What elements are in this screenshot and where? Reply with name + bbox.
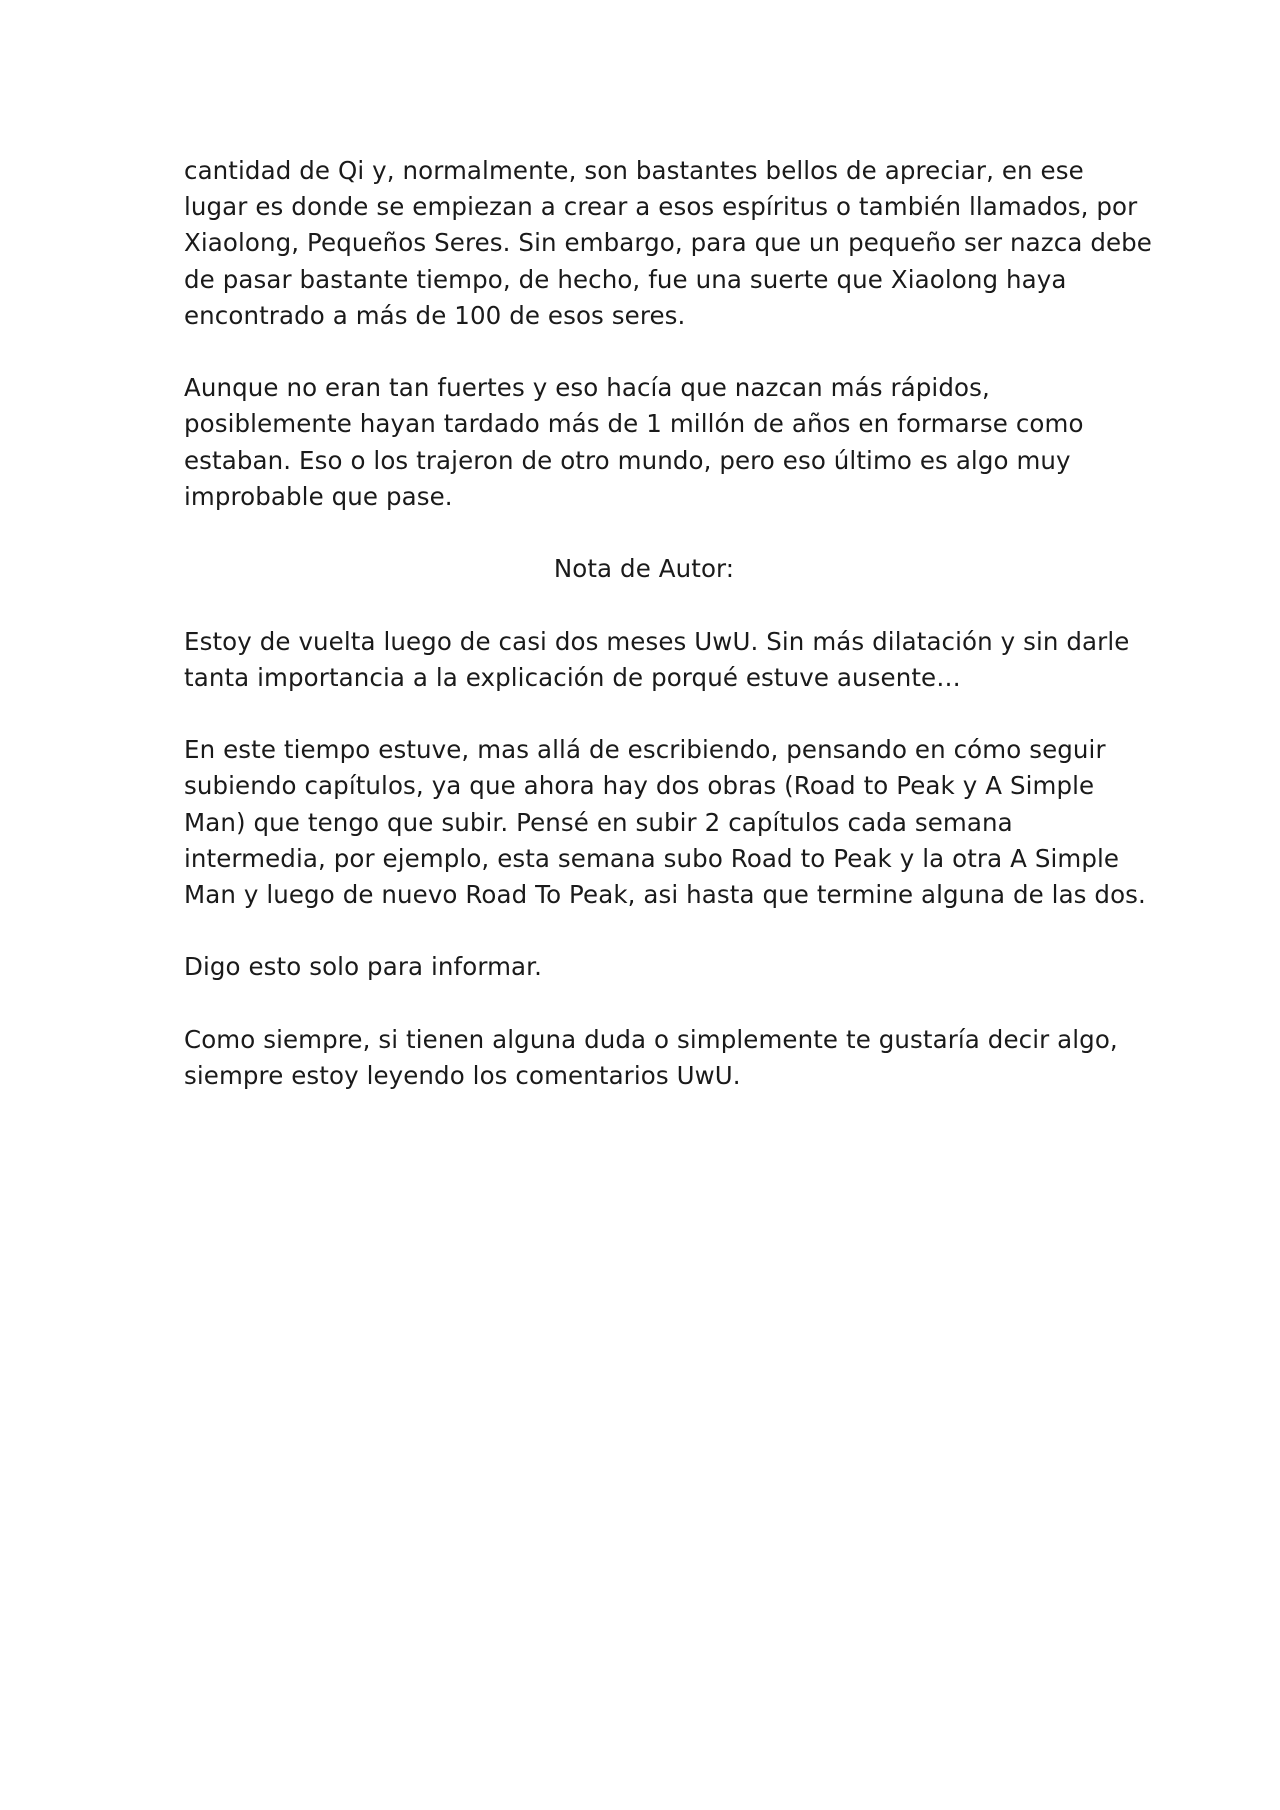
text-line: lugar es donde se empiezan a crear a esos espíritus o también llamados, por <box>184 192 1138 222</box>
paragraph-informar <box>184 949 1104 985</box>
paragraph-subir-capitulos <box>184 732 1146 913</box>
text-line: Xiaolong, Pequeños Seres. Sin embargo, para que un pequeño ser nazca debe <box>184 228 1152 258</box>
text-line: Aunque no eran tan fuertes y eso hacía que nazcan más rápidos, <box>184 373 990 403</box>
paragraph-formacion <box>184 370 1104 515</box>
paragraph-pequenos-seres <box>184 153 1152 334</box>
text-line: subiendo capítulos, ya que ahora hay dos obras (Road to Peak y A Simple <box>184 771 1095 801</box>
text-line: cantidad de Qi y, normalmente, son bastantes bellos de apreciar, en ese <box>184 156 1084 185</box>
text-line: posiblemente hayan tardado más de 1 millón de años en formarse como <box>184 409 1084 439</box>
text-line: siempre estoy leyendo los comentarios UwU. <box>184 1060 741 1090</box>
heading-text: Nota de Autor: <box>553 554 735 584</box>
text-line: Digo esto solo para informar. <box>184 952 542 982</box>
text-line: Como siempre, si tienen alguna duda o simplemente te gustaría decir algo, <box>184 1024 1118 1054</box>
text-line: intermedia, por ejemplo, esta semana subo Road to Peak y la otra A Simple <box>184 843 1120 873</box>
text-line: Man) que tengo que subir. Pensé en subir 2 capítulos cada semana <box>184 807 1013 837</box>
text-line: improbable que pase. <box>184 481 453 511</box>
text-line: Man y luego de nuevo Road To Peak, asi hasta que termine alguna de las dos. <box>184 880 1146 909</box>
text-line: encontrado a más de 100 de esos seres. <box>184 300 686 330</box>
text-line: En este tiempo estuve, mas allá de escribiendo, pensando en cómo seguir <box>184 735 1106 765</box>
text-line: Estoy de vuelta luego de casi dos meses UwU. Sin más dilatación y sin darle <box>184 626 1130 656</box>
paragraph-comentarios <box>184 1022 1118 1094</box>
text-line: tanta importancia a la explicación de porqué estuve ausente… <box>184 662 961 692</box>
paragraph-de-vuelta <box>184 624 1130 696</box>
text-line: estaban. Eso o los trajeron de otro mundo, pero eso último es algo muy <box>184 445 1071 475</box>
author-note-heading <box>184 551 1104 587</box>
text-line: de pasar bastante tiempo, de hecho, fue una suerte que Xiaolong haya <box>184 264 1067 294</box>
document-body <box>184 153 1152 1130</box>
